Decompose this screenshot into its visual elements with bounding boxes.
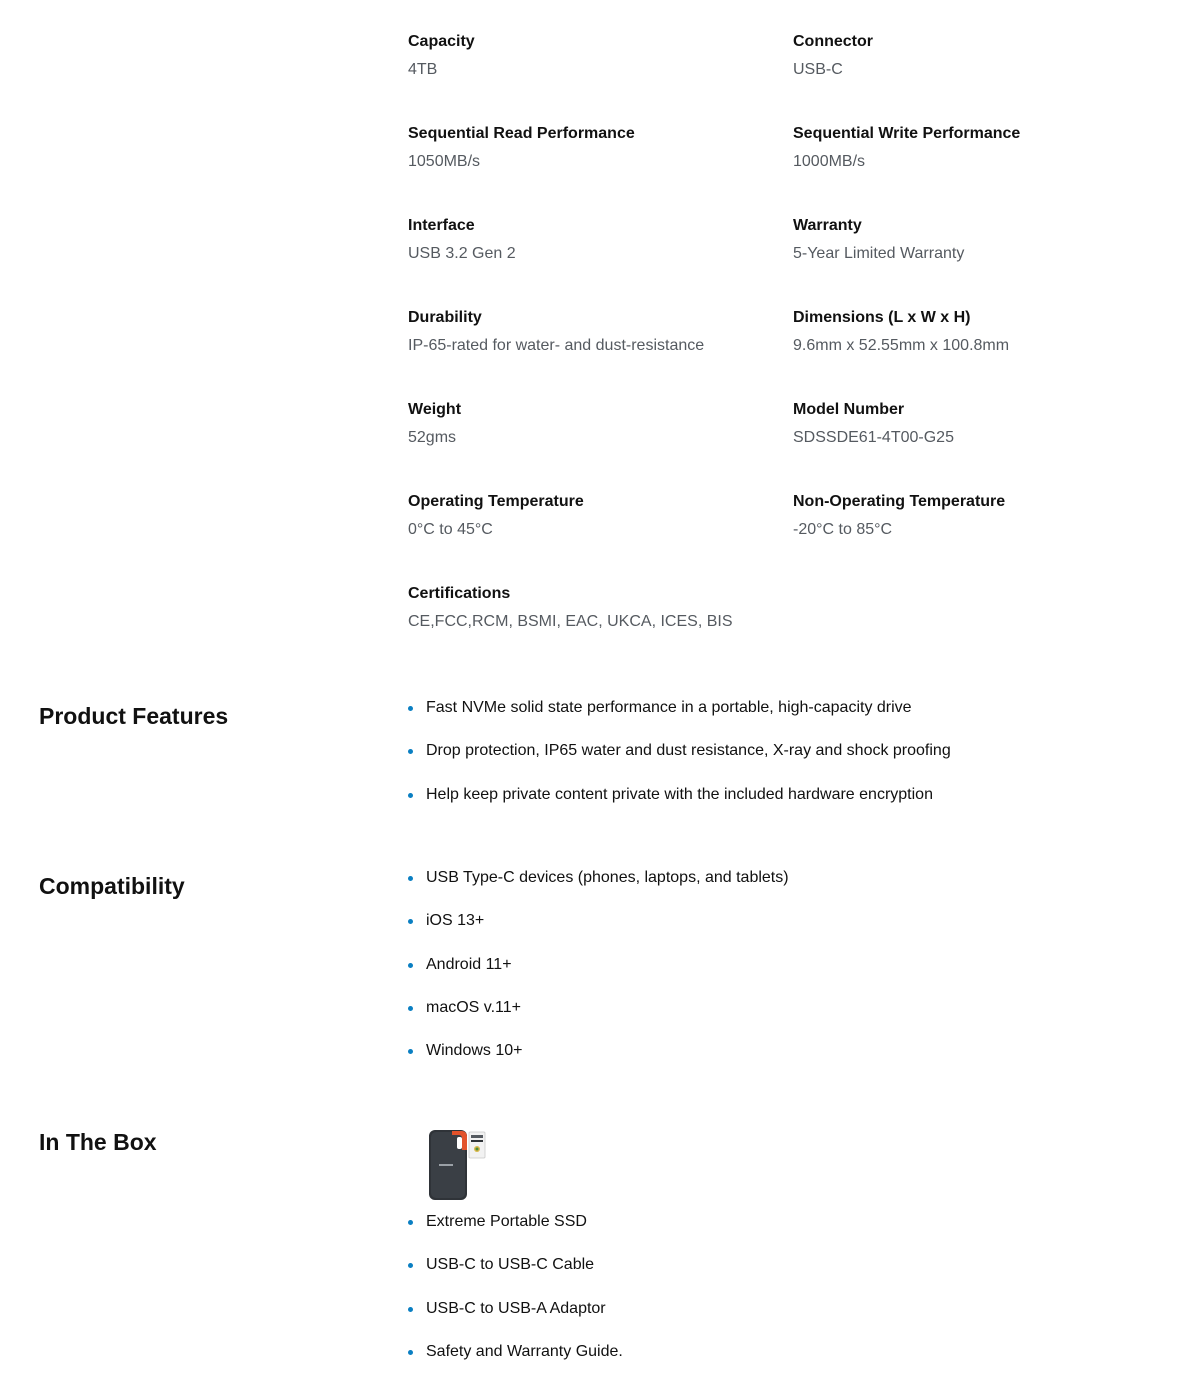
spec-sequential-read: [408, 124, 793, 216]
spec-certifications: [408, 584, 793, 676]
list-item: Help keep private content private with the included hardware encryption: [408, 784, 951, 806]
list-item: iOS 13+: [408, 910, 789, 932]
spec-value: 1000MB/s: [793, 153, 866, 170]
spec-label: Sequential Write Performance: [793, 125, 1021, 142]
list-item: USB-C to USB-C Cable: [408, 1254, 623, 1276]
bullet-dot-icon: [408, 1307, 413, 1312]
spec-value: -20°C to 85°C: [793, 521, 893, 538]
spec-value: SDSSDE61-4T00-G25: [793, 429, 954, 446]
spec-warranty: [793, 216, 1168, 308]
spec-value: CE,FCC,RCM, BSMI, EAC, UKCA, ICES, BIS: [408, 613, 733, 630]
spec-label: Non-Operating Temperature: [793, 493, 1006, 510]
in-the-box-heading: In The Box: [39, 1129, 157, 1155]
spec-dimensions: [793, 308, 1168, 400]
spec-label: Durability: [408, 309, 482, 326]
spec-value: 1050MB/s: [408, 153, 481, 170]
bullet-dot-icon: [408, 706, 413, 711]
list-item: Extreme Portable SSD: [408, 1211, 623, 1233]
bullet-dot-icon: [408, 793, 413, 798]
bullet-dot-icon: [408, 876, 413, 881]
bullet-dot-icon: [408, 1263, 413, 1268]
spec-label: Connector: [793, 33, 873, 50]
portable-ssd-product-image: [427, 1128, 487, 1202]
bullet-dot-icon: [408, 919, 413, 924]
spec-value: 0°C to 45°C: [408, 521, 493, 538]
spec-value: USB 3.2 Gen 2: [408, 245, 516, 262]
spec-label: Weight: [408, 401, 462, 418]
list-item: Fast NVMe solid state performance in a portable, high-capacity drive: [408, 697, 951, 719]
list-item: Windows 10+: [408, 1040, 789, 1062]
spec-model-number: [793, 400, 1168, 492]
spec-label: Dimensions (L x W x H): [793, 309, 971, 326]
product-features-heading: Product Features: [39, 703, 229, 729]
bullet-dot-icon: [408, 1006, 413, 1011]
spec-label: Operating Temperature: [408, 493, 584, 510]
spec-connector: [793, 32, 1168, 124]
compatibility-list: [408, 867, 789, 1083]
bullet-dot-icon: [408, 1220, 413, 1225]
spec-non-operating-temperature: [793, 492, 1168, 584]
spec-label: Certifications: [408, 585, 511, 602]
bullet-dot-icon: [408, 1350, 413, 1355]
specifications-grid: [408, 32, 1168, 676]
spec-label: Interface: [408, 217, 475, 234]
list-item: Drop protection, IP65 water and dust resistance, X-ray and shock proofing: [408, 740, 951, 762]
bullet-dot-icon: [408, 963, 413, 968]
spec-sequential-write: [793, 124, 1168, 216]
product-features-list: [408, 697, 951, 827]
spec-label: Warranty: [793, 217, 862, 234]
spec-value: 9.6mm x 52.55mm x 100.8mm: [793, 337, 1010, 354]
spec-weight: [408, 400, 793, 492]
spec-durability: [408, 308, 793, 400]
list-item: USB-C to USB-A Adaptor: [408, 1298, 623, 1320]
spec-value: USB-C: [793, 61, 843, 78]
spec-value: 5-Year Limited Warranty: [793, 245, 965, 262]
list-item: Android 11+: [408, 954, 789, 976]
list-item: Safety and Warranty Guide.: [408, 1341, 623, 1363]
bullet-dot-icon: [408, 1049, 413, 1054]
spec-interface: [408, 216, 793, 308]
spec-value: 52gms: [408, 429, 457, 446]
list-item: USB Type-C devices (phones, laptops, and tablets): [408, 867, 789, 889]
spec-label: Model Number: [793, 401, 905, 418]
spec-value: 4TB: [408, 61, 438, 78]
spec-operating-temperature: [408, 492, 793, 584]
spec-label: Capacity: [408, 33, 475, 50]
bullet-dot-icon: [408, 749, 413, 754]
in-the-box-list: [408, 1211, 623, 1384]
compatibility-heading: Compatibility: [39, 873, 185, 899]
spec-value: IP-65-rated for water- and dust-resistance: [408, 337, 705, 354]
spec-label: Sequential Read Performance: [408, 125, 635, 142]
spec-capacity: [408, 32, 793, 124]
list-item: macOS v.11+: [408, 997, 789, 1019]
